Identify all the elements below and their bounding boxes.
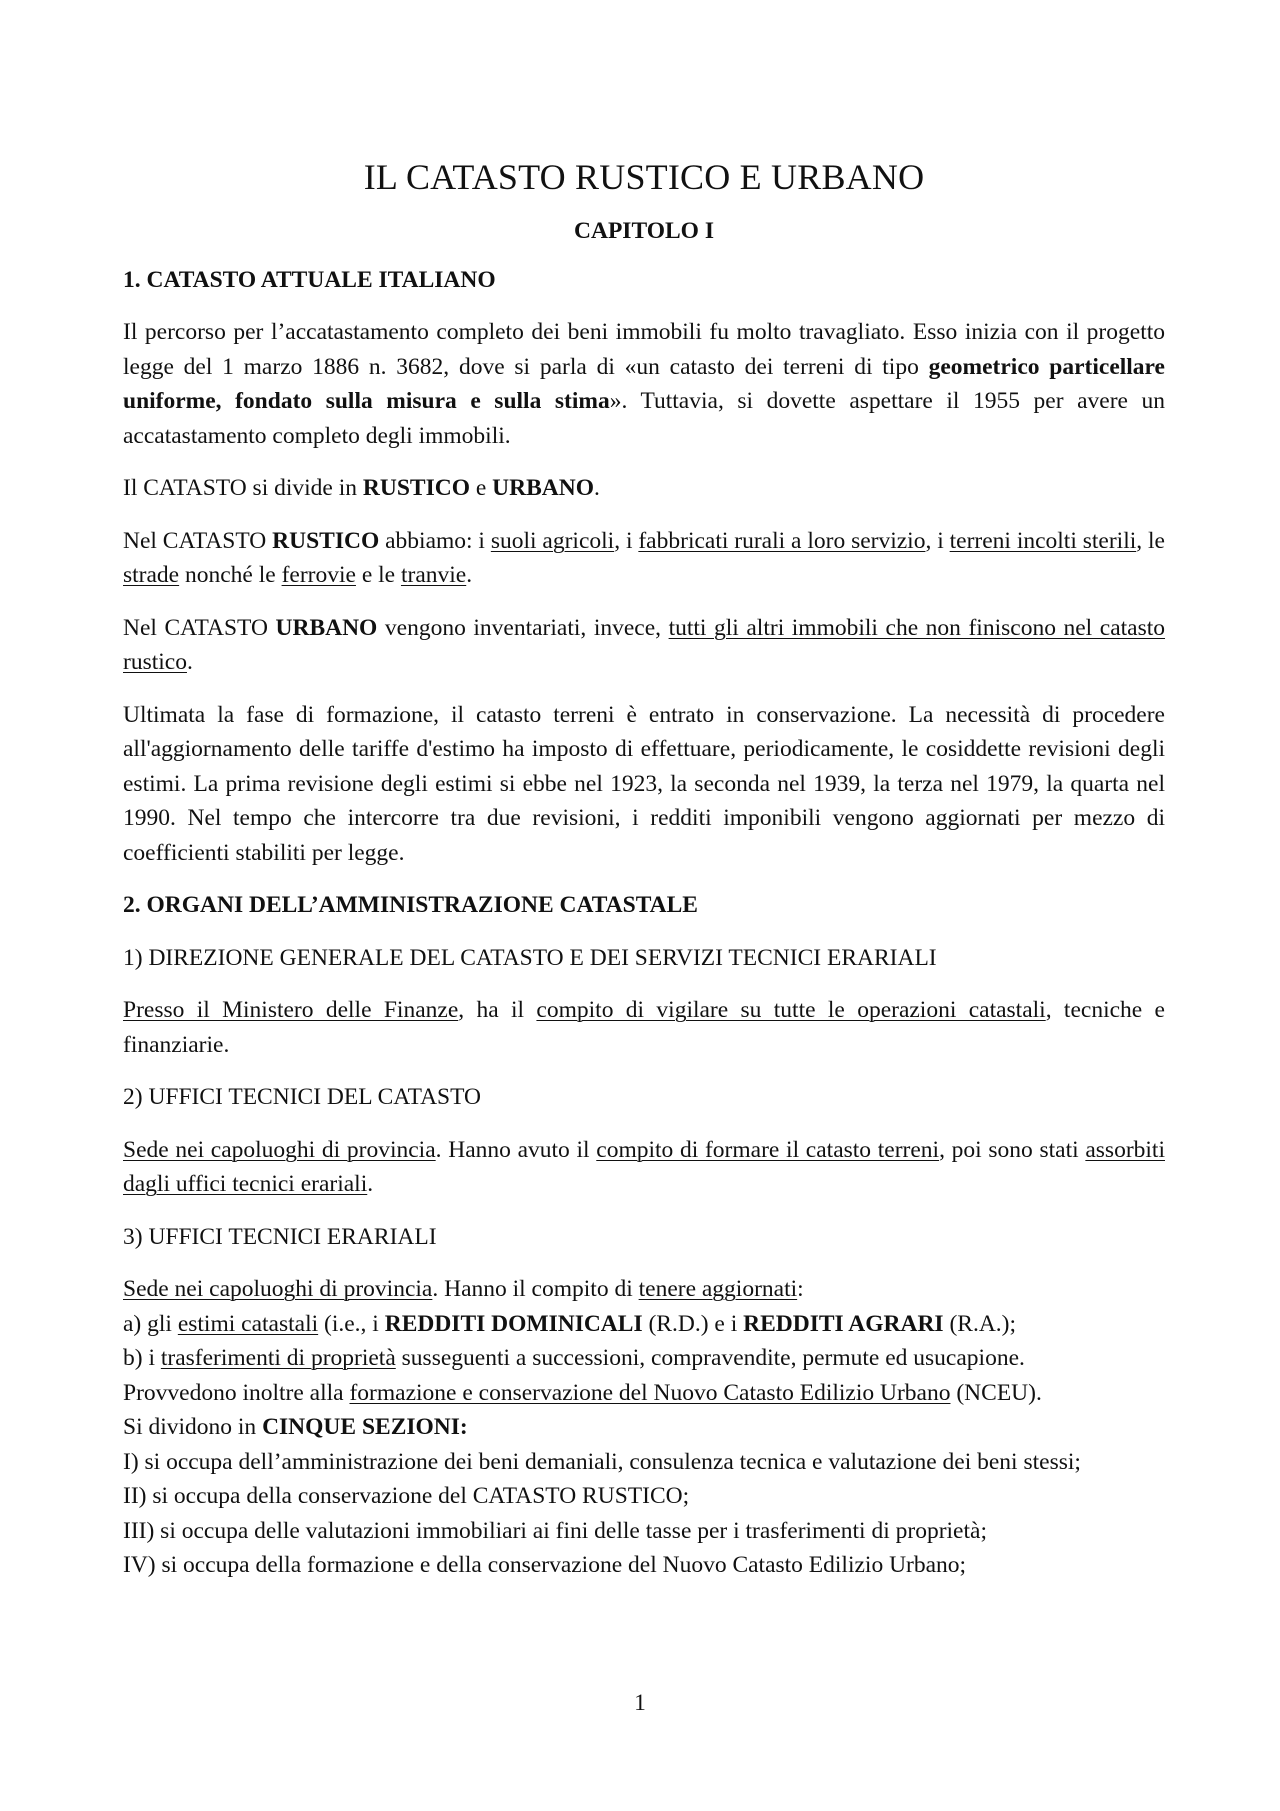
organ-3-line-5: Si dividono in CINQUE SEZIONI: [123,1414,468,1440]
section-II-item: II) si occupa della conservazione del CATASTO RUSTICO; [123,1483,690,1509]
page-number: 1 [634,1690,646,1716]
organ-3-description [123,1272,1165,1583]
organ-2-description: Sede nei capoluoghi di provincia. Hanno avuto il compito di formare il catasto terreni, poi sono stati assorbiti dagli uffici tecnici erariali. [123,1136,1165,1197]
section-1-heading: 1. CATASTO ATTUALE ITALIANO [123,266,496,293]
organ-3-line-1: Sede nei capoluoghi di provincia. Hanno il compito di tenere aggiornati: [123,1276,804,1302]
section-I-item: I) si occupa dell’amministrazione dei beni demaniali, consulenza tecnica e valutazione dei beni stessi; [123,1448,1081,1475]
organ-1-title: 1) DIREZIONE GENERALE DEL CATASTO E DEI SERVIZI TECNICI ERARIALI [123,944,937,971]
page-content [123,150,1165,1583]
chapter-heading: CAPITOLO I [574,218,714,244]
organ-3-title: 3) UFFICI TECNICI ERARIALI [123,1223,437,1250]
section-1-paragraph-2: Il CATASTO si divide in RUSTICO e URBANO. [123,475,600,501]
section-1-paragraph-5: Ultimata la fase di formazione, il catasto terreni è entrato in conservazione. La necessità di procedere all'aggiornamento delle tariffe d'estimo ha imposto di effettuare, periodicamente, le cosiddette revisioni degli estimi. La prima revisione degli estimi si ebbe nel 1923, la seconda nel 1939, la terza nel 1979, la quarta nel 1990. Nel tempo che intercorre tra due revisioni, i redditi imponibili vengono aggiornati per mezzo di coefficienti stabiliti per legge. [123,701,1165,866]
section-IV-item: IV) si occupa della formazione e della conservazione del Nuovo Catasto Edilizio Urbano; [123,1552,967,1578]
section-1-paragraph-1: Il percorso per l’accatastamento completo dei beni immobili fu molto travagliato. Esso inizia con il progetto legge del 1 marzo 1886 n. 3682, dove si parla di «un catasto dei terreni di tipo geometrico particellare uniforme, fondato sulla misura e sulla stima». Tuttavia, si dovette aspettare il 1955 per avere un accatastamento completo degli immobili. [123,319,1166,449]
organ-3-line-3: b) i trasferimenti di proprietà susseguenti a successioni, compravendite, permute ed usucapione. [123,1345,1025,1371]
section-III-item: III) si occupa delle valutazioni immobiliari ai fini delle tasse per i trasferimenti di proprietà; [123,1517,987,1544]
section-1-paragraph-4: Nel CATASTO URBANO vengono inventariati, invece, tutti gli altri immobili che non finiscono nel catasto rustico. [123,614,1166,675]
section-1-paragraph-3: Nel CATASTO RUSTICO abbiamo: i suoli agricoli, i fabbricati rurali a loro servizio, i terreni incolti sterili, le strade nonché le ferrovie e le tranvie. [123,527,1165,588]
section-2-heading: 2. ORGANI DELL’AMMINISTRAZIONE CATASTALE [123,892,698,918]
organ-2-title: 2) UFFICI TECNICI DEL CATASTO [123,1084,482,1110]
organ-1-description: Presso il Ministero delle Finanze, ha il compito di vigilare su tutte le operazioni catastali, tecniche e finanziarie. [123,997,1165,1058]
document-title: IL CATASTO RUSTICO E URBANO [363,157,925,197]
organ-3-line-2: a) gli estimi catastali (i.e., i REDDITI DOMINICALI (R.D.) e i REDDITI AGRARI (R.A.); [123,1310,1017,1337]
organ-3-line-4: Provvedono inoltre alla formazione e conservazione del Nuovo Catasto Edilizio Urbano (NCEU). [123,1379,1042,1406]
